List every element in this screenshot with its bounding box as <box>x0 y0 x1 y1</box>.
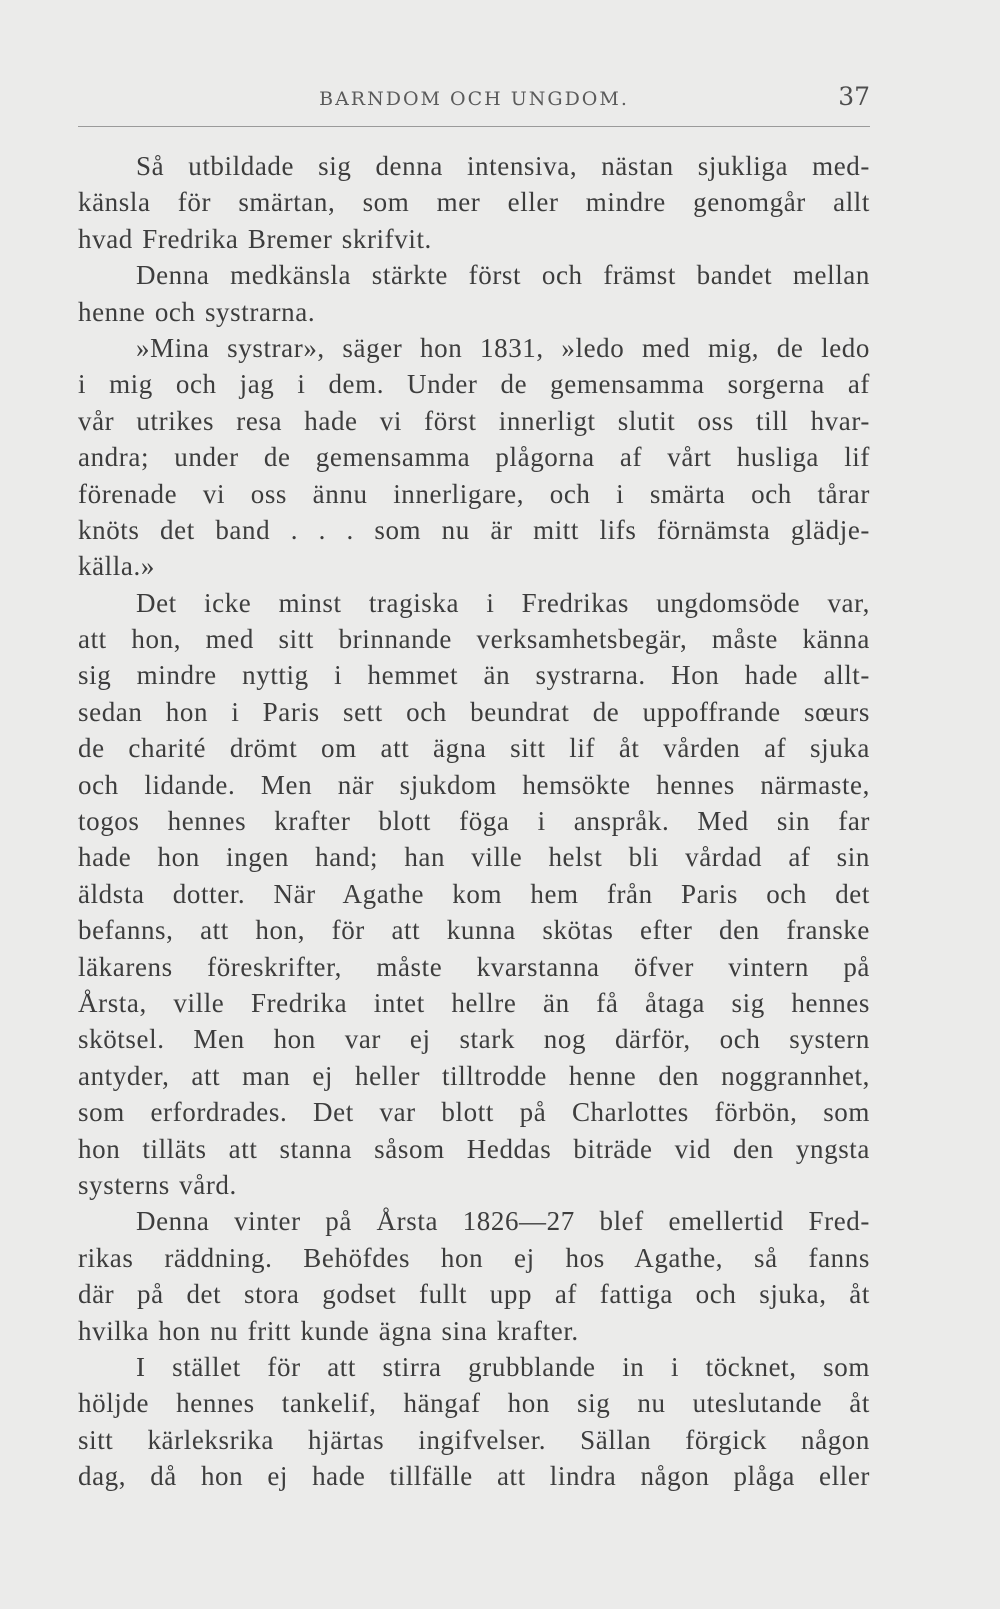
text-line: dag, då hon ej hade tillfälle att lindra någon plåga eller <box>78 1461 870 1492</box>
text-line: i mig och jag i dem. Under de gemensamma sorgerna af <box>78 369 870 400</box>
text-line: befanns, att hon, för att kunna skötas efter den franske <box>78 915 870 946</box>
text-line: förenade vi oss ännu innerligare, och i smärta och tårar <box>78 478 870 509</box>
text-line: andra; under de gemensamma plågorna af vårt husliga lif <box>78 442 870 473</box>
text-line: känsla för smärtan, som mer eller mindre genomgår allt <box>78 187 870 218</box>
text-line: Denna medkänsla stärkte först och främst bandet mellan <box>136 260 870 291</box>
text-line: skötsel. Men hon var ej stark nog därför, och systern <box>78 1024 870 1055</box>
running-head <box>78 78 870 118</box>
text-line: de charité drömt om att ägna sitt lif åt vården af sjuka <box>78 733 870 764</box>
text-line: hvad Fredrika Bremer skrifvit. <box>78 223 432 254</box>
page-number: 37 <box>838 82 870 111</box>
text-line: och lidande. Men när sjukdom hemsökte hennes närmaste, <box>78 769 870 800</box>
text-line: Årsta, ville Fredrika intet hellre än få åtaga sig hennes <box>78 987 870 1018</box>
text-line: att hon, med sitt brinnande verksamhetsbegär, måste känna <box>78 624 870 655</box>
text-line: som erfordrades. Det var blott på Charlottes förbön, som <box>78 1097 870 1128</box>
text-line: rikas räddning. Behöfdes hon ej hos Agathe, så fanns <box>78 1242 870 1273</box>
text-line: äldsta dotter. När Agathe kom hem från Paris och det <box>78 878 870 909</box>
text-line: sedan hon i Paris sett och beundrat de uppoffrande sœurs <box>78 696 870 727</box>
text-line: »Mina systrar», säger hon 1831, »ledo med mig, de ledo <box>136 332 870 363</box>
body-text <box>78 148 870 1494</box>
text-line: knöts det band . . . som nu är mitt lifs förnämsta glädje- <box>78 514 870 545</box>
text-line: källa.» <box>78 551 155 582</box>
text-line: I stället för att stirra grubblande in i töcknet, som <box>136 1351 870 1382</box>
text-line: henne och systrarna. <box>78 296 316 327</box>
text-line: Denna vinter på Årsta 1826—27 blef emellertid Fred- <box>136 1206 870 1237</box>
text-line: hvilka hon nu fritt kunde ägna sina krafter. <box>78 1315 579 1346</box>
text-line: vår utrikes resa hade vi först innerligt slutit oss till hvar- <box>78 405 870 436</box>
running-title: BARNDOM OCH UNGDOM. <box>319 88 629 110</box>
text-line: Det icke minst tragiska i Fredrikas ungdomsöde var, <box>136 587 870 618</box>
text-line: höljde hennes tankelif, hängaf hon sig nu uteslutande åt <box>78 1388 870 1419</box>
text-line: hade hon ingen hand; han ville helst bli vårdad af sin <box>78 842 870 873</box>
text-line: där på det stora godset fullt upp af fattiga och sjuka, åt <box>78 1279 870 1310</box>
header-rule <box>78 126 870 127</box>
text-line: sitt kärleksrika hjärtas ingifvelser. Sällan förgick någon <box>78 1424 870 1455</box>
text-line: läkarens föreskrifter, måste kvarstanna öfver vintern på <box>78 951 870 982</box>
text-line: systerns vård. <box>78 1169 237 1200</box>
text-line: sig mindre nyttig i hemmet än systrarna. Hon hade allt- <box>78 660 870 691</box>
text-line: togos hennes krafter blott föga i anspråk. Med sin far <box>78 806 870 837</box>
text-line: antyder, att man ej heller tilltrodde henne den noggrannhet, <box>78 1060 870 1091</box>
text-line: hon tilläts att stanna såsom Heddas biträde vid den yngsta <box>78 1133 870 1164</box>
text-line: Så utbildade sig denna intensiva, nästan sjukliga med- <box>136 151 870 181</box>
